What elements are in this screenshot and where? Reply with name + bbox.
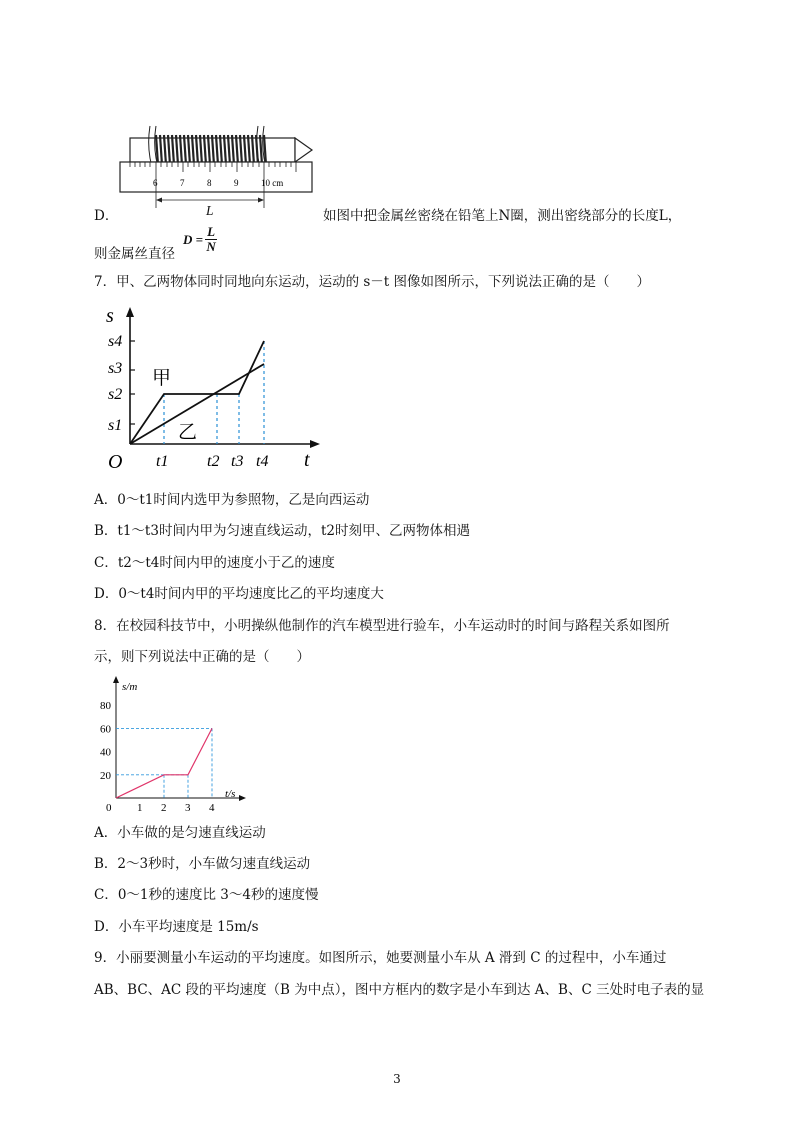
q8-x-tick-3: 3 [185,802,191,814]
y-axis-label: s [106,305,114,327]
q8-y-tick-80: 80 [100,700,111,713]
q7-option-a: A．0～t1时间内选甲为参照物，乙是向西运动 [94,492,370,508]
diameter-formula [183,225,217,254]
y-tick-s3: s3 [108,360,123,377]
ruler-tick-8: 8 [207,178,212,188]
q7-st-graph [100,300,326,475]
ruler-tick-9: 9 [234,178,239,188]
q7-option-c: C．t2～t4时间内甲的速度小于乙的速度 [94,555,335,571]
formula-numerator: L [207,224,216,239]
ruler-tick-6: 6 [153,178,158,188]
q8-option-c: C．0～1秒的速度比 3～4秒的速度慢 [94,887,319,903]
q8-x-tick-0: 0 [106,802,112,814]
x-tick-t3: t3 [231,453,244,470]
origin-label: O [108,451,123,473]
formula-denominator: N [206,239,216,254]
q8-y-tick-40: 40 [100,746,111,759]
q8-y-tick-20: 20 [100,769,111,782]
q8-x-tick-4: 4 [209,802,215,814]
coil-ruler-figure [116,124,316,210]
y-tick-s4: s4 [108,333,123,350]
ruler-length-label: L [206,203,214,218]
yi-label: 乙 [178,422,198,443]
q8-x-tick-2: 2 [161,802,167,814]
q8-stem-2: 示，则下列说法中正确的是（ ） [94,649,310,665]
q8-y-axis-label: s/m [122,681,138,693]
q9-line-1: 9．小丽要测量小车运动的平均速度。如图所示，她要测量小车从 A 滑到 C 的过程中，小车通过 [94,950,667,966]
y-tick-s1: s1 [108,417,123,434]
ruler-tick-7: 7 [180,178,185,188]
q7-option-d: D．0～t4时间内甲的平均速度比乙的平均速度大 [94,586,384,602]
q6-option-d-text2: 则金属丝直径 [94,246,175,262]
jia-label: 甲 [152,368,172,389]
q8-st-chart [100,674,250,814]
q8-x-tick-1: 1 [137,802,143,814]
x-tick-t2: t2 [207,453,220,470]
x-tick-t4: t4 [256,453,269,470]
q8-option-d: D．小车平均速度是 15m/s [94,919,259,935]
q6-option-d-text: 如图中把金属丝密绕在铅笔上N圈，测出密绕部分的长度L， [323,208,682,224]
page-number: 3 [393,1072,401,1086]
q9-line-2: AB、BC、AC 段的平均速度（B 为中点），图中方框内的数字是小车到达 A、B、C 三处时电子表的显 [94,982,705,998]
q8-y-tick-60: 60 [100,723,111,736]
y-tick-s2: s2 [108,386,123,403]
x-axis-label: t [304,449,310,471]
q8-option-b: B．2～3秒时，小车做匀速直线运动 [94,856,311,872]
q7-option-b: B．t1～t3时间内甲为匀速直线运动，t2时刻甲、乙两物体相遇 [94,523,470,539]
q8-stem-1: 8．在校园科技节中，小明操纵他制作的汽车模型进行验车，小车运动时的时间与路程关系如图所 [94,618,670,634]
formula-lhs: D = [183,231,204,247]
q8-x-axis-label: t/s [225,788,236,800]
q6-option-d-label: D． [94,208,119,224]
q8-option-a: A．小车做的是匀速直线运动 [94,825,266,841]
q7-stem: 7．甲、乙两物体同时同地向东运动，运动的 s－t 图像如图所示，下列说法正确的是（ ） [94,274,651,290]
ruler-tick-10cm: 10 cm [261,178,284,188]
x-tick-t1: t1 [156,453,169,470]
